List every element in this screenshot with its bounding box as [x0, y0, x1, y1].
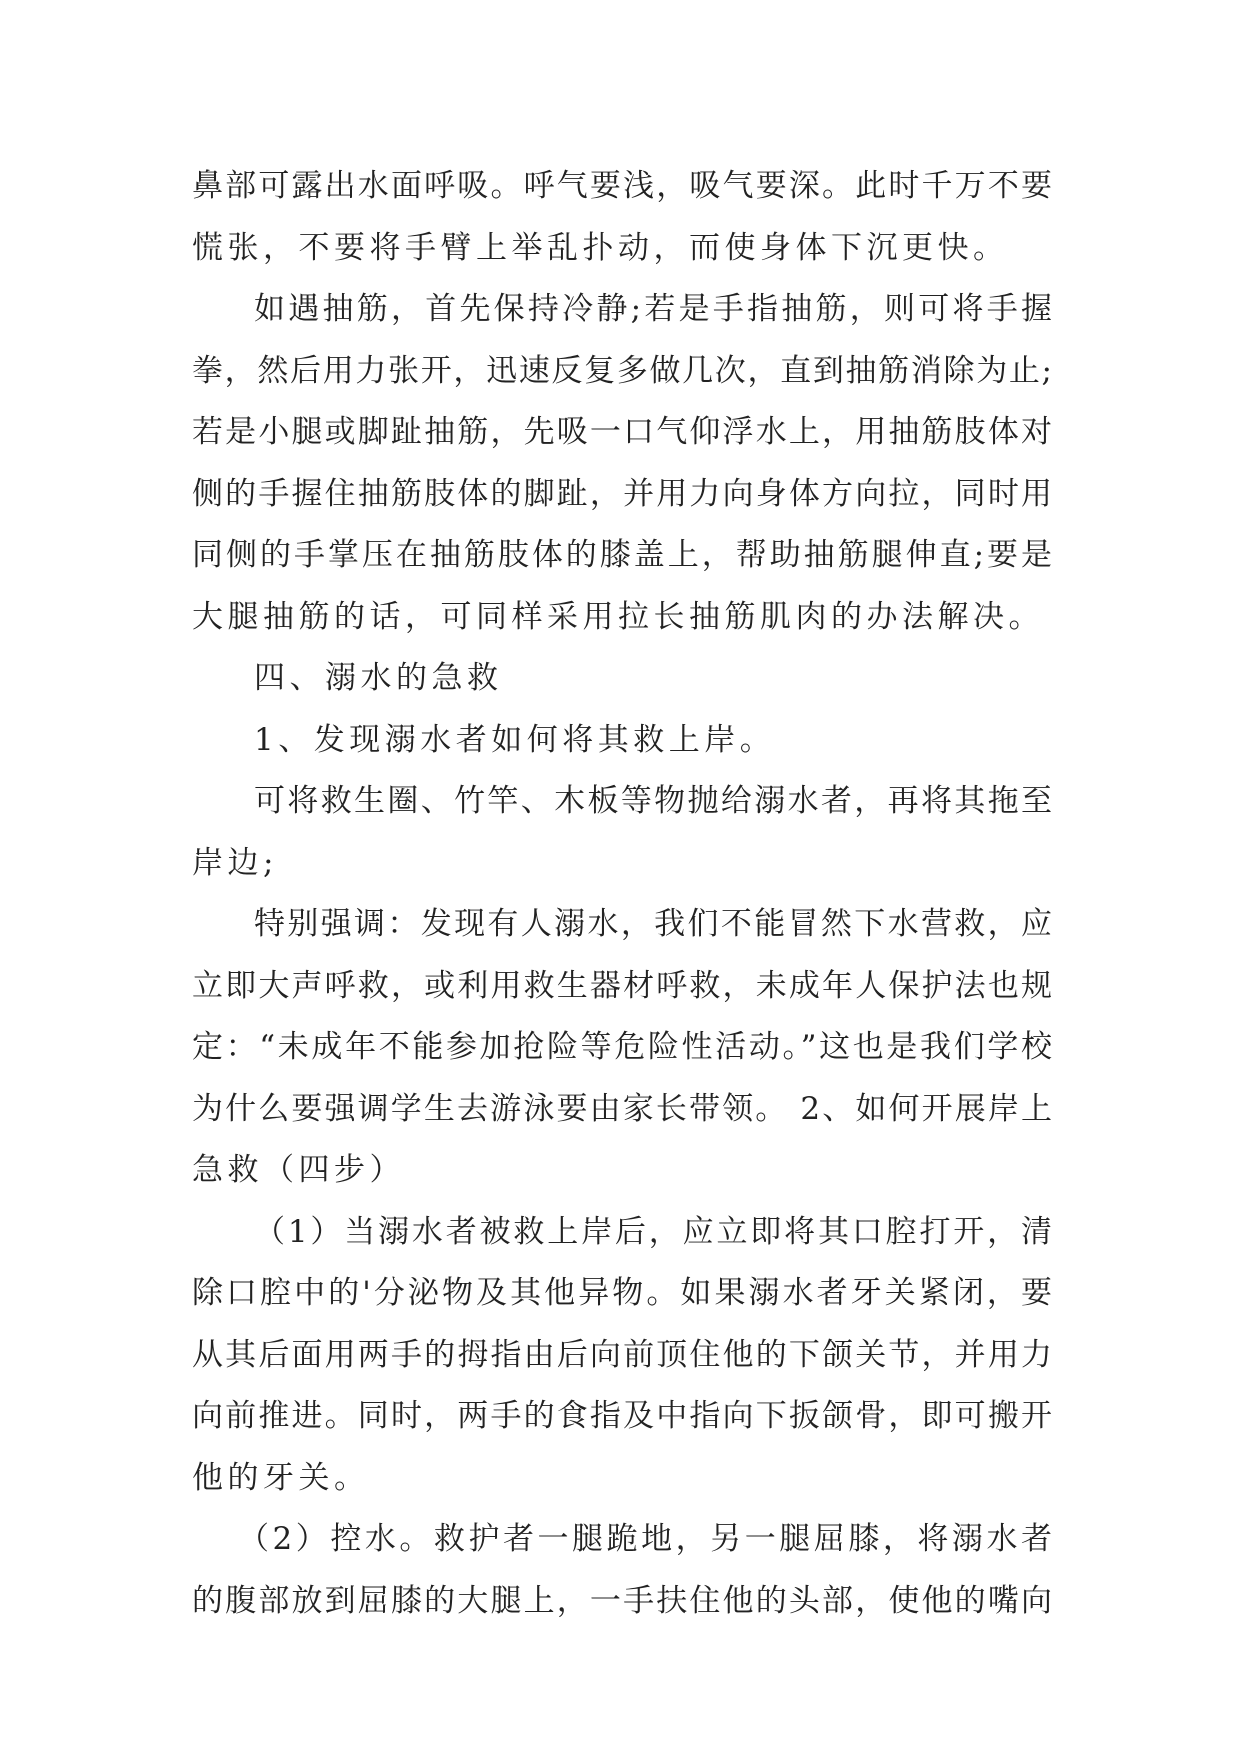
text-line: 立即大声呼救，或利用救生器材呼救，未成年人保护法也规 [192, 967, 1052, 1004]
text-line: 慌张，不要将手臂上举乱扑动，而使身体下沉更快。 [192, 229, 1009, 266]
text-line: 特别强调：发现有人溺水，我们不能冒然下水营救，应 [254, 906, 1052, 942]
text-line: 若是小腿或脚趾抽筋，先吸一口气仰浮水上，用抽筋肢体对 [192, 414, 1052, 450]
text-line: 向前推进。同时，两手的食指及中指向下扳颌骨，即可搬开 [192, 1398, 1052, 1434]
text-line: 的腹部放到屈膝的大腿上，一手扶住他的头部，使他的嘴向 [192, 1582, 1052, 1619]
text-line: 侧的手握住抽筋肢体的脚趾，并用力向身体方向拉，同时用 [192, 475, 1052, 512]
text-line: 1、发现溺水者如何将其救上岸。 [254, 721, 776, 758]
text-line: 除口腔中的'分泌物及其他异物。如果溺水者牙关紧闭，要 [192, 1275, 1052, 1311]
text-line: 岸边; [192, 844, 278, 881]
text-line: （2）控水。救护者一腿跪地，另一腿屈膝，将溺水者 [238, 1521, 1052, 1557]
text-line: 大腿抽筋的话，可同样采用拉长抽筋肌肉的办法解决。 [192, 598, 1044, 635]
document-body-text [192, 156, 1052, 1632]
text-line: 同侧的手掌压在抽筋肢体的膝盖上，帮助抽筋腿伸直;要是 [192, 537, 1052, 573]
text-line: 拳，然后用力张开，迅速反复多做几次，直到抽筋消除为止; [192, 352, 1052, 389]
text-line: 为什么要强调学生去游泳要由家长带领。 2、如何开展岸上 [192, 1090, 1052, 1127]
text-line: 如遇抽筋，首先保持冷静;若是手指抽筋，则可将手握 [254, 291, 1052, 327]
text-line: 四、溺水的急救 [254, 660, 503, 696]
text-line: 他的牙关。 [192, 1459, 370, 1496]
text-line: 从其后面用两手的拇指由后向前顶住他的下颌关节，并用力 [192, 1336, 1052, 1373]
text-line: 定：“未成年不能参加抢险等危险性活动。”这也是我们学校 [192, 1029, 1052, 1065]
text-line: 急救（四步） [192, 1152, 405, 1188]
text-line: 鼻部可露出水面呼吸。呼气要浅，吸气要深。此时千万不要 [192, 168, 1052, 204]
text-line: 可将救生圈、竹竿、木板等物抛给溺水者，再将其拖至 [254, 783, 1052, 819]
text-line: （1）当溺水者被救上岸后，应立即将其口腔打开，清 [254, 1213, 1052, 1250]
